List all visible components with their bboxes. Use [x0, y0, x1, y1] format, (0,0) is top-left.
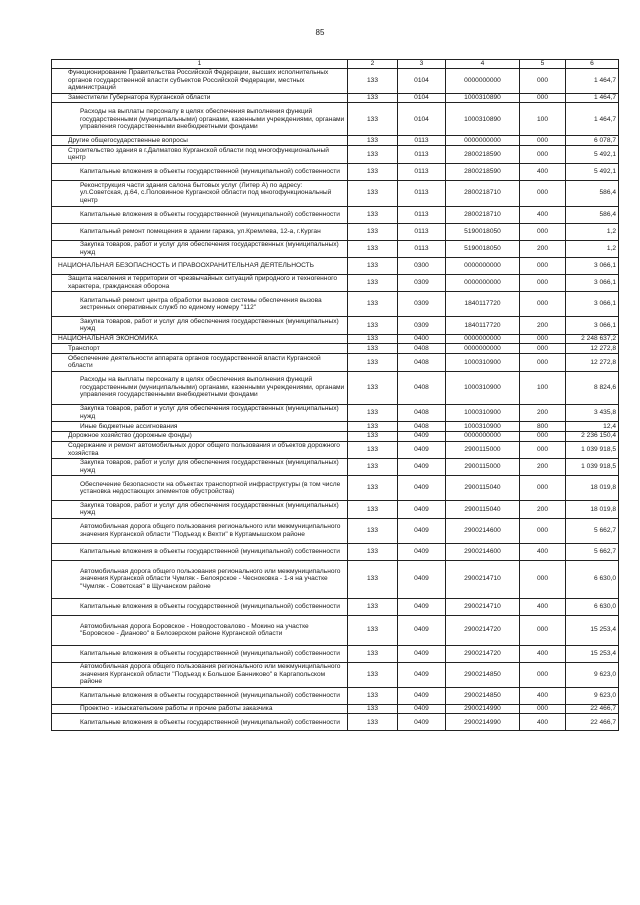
row-amount: 15 253,4: [566, 615, 619, 645]
row-amount: 5 492,1: [566, 146, 619, 163]
row-expense-type: 000: [520, 431, 566, 441]
row-ministry-code: 133: [348, 615, 398, 645]
row-ministry-code: 133: [348, 371, 398, 404]
row-section-code: 0309: [398, 274, 446, 291]
row-target-article: 2900214850: [446, 662, 520, 687]
row-ministry-code: 133: [348, 206, 398, 223]
row-amount: 1 039 918,5: [566, 458, 619, 475]
row-ministry-code: 133: [348, 68, 398, 93]
row-ministry-code: 133: [348, 704, 398, 714]
row-description: Расходы на выплаты персоналу в целях обеспечения выполнения функций государственными (муниципальными) органами, казенными учреждениями, органами управления государственными внебюджетными фондами: [52, 103, 348, 136]
row-ministry-code: 133: [348, 458, 398, 475]
row-expense-type: 400: [520, 598, 566, 615]
row-ministry-code: 133: [348, 501, 398, 518]
row-expense-type: 000: [520, 344, 566, 354]
row-section-code: 0409: [398, 543, 446, 560]
row-amount: 2 248 637,2: [566, 334, 619, 344]
table-row: [52, 458, 619, 475]
row-expense-type: 400: [520, 714, 566, 731]
row-target-article: 2900214990: [446, 714, 520, 731]
row-description: Защита населения и территории от чрезвычайных ситуаций природного и техногенного характера, гражданская оборона: [52, 274, 348, 291]
row-expense-type: 000: [520, 476, 566, 501]
row-expense-type: 000: [520, 68, 566, 93]
row-ministry-code: 133: [348, 180, 398, 206]
row-description: Автомобильная дорога общего пользования регионального или межмуниципального значения Курганской области "Подъезд к Вехти" в Куртамышском районе: [52, 518, 348, 543]
row-amount: 6 630,0: [566, 560, 619, 598]
table-row: [52, 404, 619, 421]
row-ministry-code: 133: [348, 714, 398, 731]
row-ministry-code: 133: [348, 354, 398, 371]
row-section-code: 0409: [398, 560, 446, 598]
row-ministry-code: 133: [348, 257, 398, 274]
row-section-code: 0409: [398, 615, 446, 645]
row-amount: 1,2: [566, 240, 619, 257]
row-description: Автомобильная дорога общего пользования регионального или межмуниципального значения Курганской области "Подъезд к Большое Банниково" в Каргапольском районе: [52, 662, 348, 687]
row-target-article: 2900214600: [446, 543, 520, 560]
row-description: Закупка товаров, работ и услуг для обеспечения государственных (муниципальных) нужд: [52, 458, 348, 475]
row-expense-type: 200: [520, 404, 566, 421]
row-section-code: 0408: [398, 371, 446, 404]
row-expense-type: 200: [520, 458, 566, 475]
row-amount: 3 066,1: [566, 274, 619, 291]
row-ministry-code: 133: [348, 476, 398, 501]
row-description: Обеспечение безопасности на объектах транспортной инфраструктуры (в том числе установка недостающих элементов обустройства): [52, 476, 348, 501]
row-target-article: 2900214850: [446, 687, 520, 704]
row-amount: 8 824,6: [566, 371, 619, 404]
column-number-header-row: [52, 60, 619, 69]
row-ministry-code: 133: [348, 431, 398, 441]
row-section-code: 0409: [398, 458, 446, 475]
row-expense-type: 100: [520, 103, 566, 136]
row-target-article: 5190018050: [446, 240, 520, 257]
row-amount: 12 272,8: [566, 344, 619, 354]
row-ministry-code: 133: [348, 344, 398, 354]
row-expense-type: 400: [520, 206, 566, 223]
table-row: [52, 223, 619, 240]
row-section-code: 0408: [398, 354, 446, 371]
row-section-code: 0409: [398, 714, 446, 731]
row-description: Реконструкция части здания салона бытовых услуг (Литер А) по адресу: ул.Советская, д.64, с.Половинное Курганской области под многофункциональный центр: [52, 180, 348, 206]
table-row: [52, 518, 619, 543]
row-target-article: 1840117720: [446, 292, 520, 317]
row-target-article: 1000310900: [446, 404, 520, 421]
row-ministry-code: 133: [348, 598, 398, 615]
row-target-article: 2800218710: [446, 206, 520, 223]
row-description: Капитальные вложения в объекты государственной (муниципальной) собственности: [52, 163, 348, 180]
row-amount: 1 039 918,5: [566, 441, 619, 458]
table-row: [52, 501, 619, 518]
row-ministry-code: 133: [348, 223, 398, 240]
row-expense-type: 000: [520, 334, 566, 344]
row-description: Закупка товаров, работ и услуг для обеспечения государственных (муниципальных) нужд: [52, 404, 348, 421]
row-expense-type: 000: [520, 93, 566, 103]
table-row: [52, 476, 619, 501]
row-section-code: 0309: [398, 292, 446, 317]
row-amount: 586,4: [566, 180, 619, 206]
row-target-article: 2900214600: [446, 518, 520, 543]
row-ministry-code: 133: [348, 404, 398, 421]
row-ministry-code: 133: [348, 518, 398, 543]
row-amount: 9 623,0: [566, 687, 619, 704]
row-amount: 3 066,1: [566, 292, 619, 317]
row-section-code: 0409: [398, 687, 446, 704]
table-row: [52, 598, 619, 615]
row-description: Содержание и ремонт автомобильных дорог общего пользования и объектов дорожного хозяйства: [52, 441, 348, 458]
row-section-code: 0409: [398, 662, 446, 687]
row-description: Закупка товаров, работ и услуг для обеспечения государственных (муниципальных) нужд: [52, 317, 348, 334]
row-target-article: 2900115000: [446, 441, 520, 458]
table-row: [52, 240, 619, 257]
table-row: [52, 206, 619, 223]
row-ministry-code: 133: [348, 560, 398, 598]
row-expense-type: 000: [520, 223, 566, 240]
column-number-3: 3: [398, 60, 446, 69]
row-section-code: 0300: [398, 257, 446, 274]
row-amount: 2 236 150,4: [566, 431, 619, 441]
row-description: Строительство здания в г.Далматово Курганской области под многофункциональный центр: [52, 146, 348, 163]
row-section-code: 0104: [398, 103, 446, 136]
row-description: Капитальные вложения в объекты государственной (муниципальной) собственности: [52, 645, 348, 662]
row-section-code: 0113: [398, 163, 446, 180]
row-amount: 6 630,0: [566, 598, 619, 615]
row-target-article: 2900214720: [446, 645, 520, 662]
row-target-article: 2900115000: [446, 458, 520, 475]
table-row: [52, 103, 619, 136]
table-row: [52, 662, 619, 687]
row-expense-type: 400: [520, 543, 566, 560]
row-ministry-code: 133: [348, 334, 398, 344]
row-amount: 12,4: [566, 421, 619, 431]
row-target-article: 0000000000: [446, 344, 520, 354]
row-target-article: 2900214710: [446, 560, 520, 598]
row-target-article: 2800218590: [446, 163, 520, 180]
row-expense-type: 000: [520, 354, 566, 371]
row-expense-type: 000: [520, 180, 566, 206]
row-amount: 1 464,7: [566, 68, 619, 93]
table-row: [52, 344, 619, 354]
row-section-code: 0113: [398, 136, 446, 146]
row-section-code: 0113: [398, 146, 446, 163]
row-amount: 18 019,8: [566, 501, 619, 518]
row-description: НАЦИОНАЛЬНАЯ ЭКОНОМИКА: [52, 334, 348, 344]
row-target-article: 0000000000: [446, 136, 520, 146]
budget-table-body: [52, 60, 619, 731]
column-number-2: 2: [348, 60, 398, 69]
row-ministry-code: 133: [348, 317, 398, 334]
table-row: [52, 317, 619, 334]
row-ministry-code: 133: [348, 441, 398, 458]
row-amount: 1 464,7: [566, 93, 619, 103]
row-description: Транспорт: [52, 344, 348, 354]
row-target-article: 0000000000: [446, 257, 520, 274]
column-number-4: 4: [446, 60, 520, 69]
row-description: Расходы на выплаты персоналу в целях обеспечения выполнения функций государственными (муниципальными) органами, казенными учреждениями, органами управления государственными внебюджетными фондами: [52, 371, 348, 404]
row-target-article: 2900115040: [446, 501, 520, 518]
row-target-article: 1000310900: [446, 371, 520, 404]
row-target-article: 0000000000: [446, 431, 520, 441]
row-ministry-code: 133: [348, 645, 398, 662]
table-row: [52, 257, 619, 274]
row-ministry-code: 133: [348, 146, 398, 163]
row-amount: 9 623,0: [566, 662, 619, 687]
row-description: Капитальный ремонт центра обработки вызовов системы обеспечения вызова экстренных оперативных служб по единому номеру "112": [52, 292, 348, 317]
table-row: [52, 354, 619, 371]
row-section-code: 0408: [398, 344, 446, 354]
row-section-code: 0104: [398, 68, 446, 93]
row-target-article: 1000310890: [446, 93, 520, 103]
row-description: Проектно - изыскательские работы и прочие работы заказчика: [52, 704, 348, 714]
row-section-code: 0409: [398, 645, 446, 662]
row-expense-type: 400: [520, 687, 566, 704]
row-target-article: 0000000000: [446, 68, 520, 93]
table-row: [52, 543, 619, 560]
table-row: [52, 431, 619, 441]
row-description: Капитальный ремонт помещения в здании гаража, ул.Кремлева, 12-а, г.Курган: [52, 223, 348, 240]
row-expense-type: 400: [520, 645, 566, 662]
table-row: [52, 68, 619, 93]
row-amount: 5 492,1: [566, 163, 619, 180]
table-row: [52, 704, 619, 714]
row-ministry-code: 133: [348, 240, 398, 257]
table-row: [52, 163, 619, 180]
row-target-article: 1000310890: [446, 103, 520, 136]
row-expense-type: 200: [520, 501, 566, 518]
row-expense-type: 100: [520, 371, 566, 404]
row-section-code: 0409: [398, 518, 446, 543]
row-target-article: 2900214990: [446, 704, 520, 714]
table-row: [52, 292, 619, 317]
row-description: Иные бюджетные ассигнования: [52, 421, 348, 431]
row-expense-type: 000: [520, 662, 566, 687]
row-section-code: 0309: [398, 317, 446, 334]
row-amount: 22 466,7: [566, 704, 619, 714]
row-target-article: 2900214720: [446, 615, 520, 645]
row-description: Дорожное хозяйство (дорожные фонды): [52, 431, 348, 441]
row-description: Обеспечение деятельности аппарата органов государственной власти Курганской области: [52, 354, 348, 371]
table-row: [52, 560, 619, 598]
row-description: Функционирование Правительства Российской Федерации, высших исполнительных органов государственной власти субъектов Российской Федерации, местных администраций: [52, 68, 348, 93]
row-amount: 12 272,8: [566, 354, 619, 371]
row-description: Заместители Губернатора Курганской области: [52, 93, 348, 103]
row-target-article: 2900214710: [446, 598, 520, 615]
row-section-code: 0113: [398, 206, 446, 223]
table-row: [52, 136, 619, 146]
row-section-code: 0409: [398, 476, 446, 501]
row-section-code: 0409: [398, 704, 446, 714]
row-expense-type: 000: [520, 292, 566, 317]
row-expense-type: 000: [520, 274, 566, 291]
row-expense-type: 400: [520, 163, 566, 180]
row-amount: 3 066,1: [566, 257, 619, 274]
column-number-5: 5: [520, 60, 566, 69]
table-row: [52, 334, 619, 344]
row-expense-type: 000: [520, 704, 566, 714]
row-target-article: 1840117720: [446, 317, 520, 334]
row-amount: 6 078,7: [566, 136, 619, 146]
row-section-code: 0409: [398, 501, 446, 518]
row-amount: 5 662,7: [566, 518, 619, 543]
row-section-code: 0400: [398, 334, 446, 344]
column-number-1: 1: [52, 60, 348, 69]
row-target-article: 1000310900: [446, 354, 520, 371]
row-ministry-code: 133: [348, 136, 398, 146]
row-amount: 586,4: [566, 206, 619, 223]
row-description: Капитальные вложения в объекты государственной (муниципальной) собственности: [52, 598, 348, 615]
row-description: Другие общегосударственные вопросы: [52, 136, 348, 146]
row-description: Капитальные вложения в объекты государственной (муниципальной) собственности: [52, 543, 348, 560]
row-section-code: 0113: [398, 180, 446, 206]
row-description: Закупка товаров, работ и услуг для обеспечения государственных (муниципальных) нужд: [52, 240, 348, 257]
row-expense-type: 800: [520, 421, 566, 431]
row-target-article: 2800218590: [446, 146, 520, 163]
row-section-code: 0104: [398, 93, 446, 103]
row-target-article: 0000000000: [446, 274, 520, 291]
table-row: [52, 687, 619, 704]
column-number-6: 6: [566, 60, 619, 69]
row-expense-type: 000: [520, 615, 566, 645]
row-section-code: 0409: [398, 431, 446, 441]
table-row: [52, 180, 619, 206]
row-ministry-code: 133: [348, 662, 398, 687]
table-row: [52, 371, 619, 404]
row-amount: 3 066,1: [566, 317, 619, 334]
row-ministry-code: 133: [348, 274, 398, 291]
table-row: [52, 93, 619, 103]
row-expense-type: 200: [520, 240, 566, 257]
row-description: Автомобильная дорога общего пользования регионального или межмуниципального значения Курганской области Чумляк - Белоярское - Чесноковка - 1-я на участке "Чумляк - Советская" в Щучанском районе: [52, 560, 348, 598]
row-amount: 1 464,7: [566, 103, 619, 136]
row-description: Капитальные вложения в объекты государственной (муниципальной) собственности: [52, 714, 348, 731]
row-section-code: 0408: [398, 404, 446, 421]
row-target-article: 5190018050: [446, 223, 520, 240]
row-expense-type: 000: [520, 560, 566, 598]
row-expense-type: 200: [520, 317, 566, 334]
row-expense-type: 000: [520, 441, 566, 458]
page-number: 85: [315, 28, 325, 37]
row-expense-type: 000: [520, 518, 566, 543]
row-description: Капитальные вложения в объекты государственной (муниципальной) собственности: [52, 687, 348, 704]
table-row: [52, 421, 619, 431]
row-amount: 18 019,8: [566, 476, 619, 501]
row-target-article: 2900115040: [446, 476, 520, 501]
row-ministry-code: 133: [348, 93, 398, 103]
row-amount: 3 435,8: [566, 404, 619, 421]
row-ministry-code: 133: [348, 421, 398, 431]
table-row: [52, 274, 619, 291]
row-section-code: 0409: [398, 441, 446, 458]
row-description: Закупка товаров, работ и услуг для обеспечения государственных (муниципальных) нужд: [52, 501, 348, 518]
row-ministry-code: 133: [348, 163, 398, 180]
row-amount: 15 253,4: [566, 645, 619, 662]
row-ministry-code: 133: [348, 687, 398, 704]
row-target-article: 1000310900: [446, 421, 520, 431]
table-row: [52, 441, 619, 458]
row-expense-type: 000: [520, 146, 566, 163]
row-ministry-code: 133: [348, 543, 398, 560]
budget-table: [51, 59, 619, 731]
table-row: [52, 645, 619, 662]
row-expense-type: 000: [520, 136, 566, 146]
row-section-code: 0113: [398, 240, 446, 257]
row-ministry-code: 133: [348, 292, 398, 317]
row-target-article: 2800218710: [446, 180, 520, 206]
row-amount: 1,2: [566, 223, 619, 240]
table-row: [52, 615, 619, 645]
row-expense-type: 000: [520, 257, 566, 274]
table-row: [52, 714, 619, 731]
table-row: [52, 146, 619, 163]
row-description: НАЦИОНАЛЬНАЯ БЕЗОПАСНОСТЬ И ПРАВООХРАНИТЕЛЬНАЯ ДЕЯТЕЛЬНОСТЬ: [52, 257, 348, 274]
row-ministry-code: 133: [348, 103, 398, 136]
row-section-code: 0408: [398, 421, 446, 431]
row-amount: 5 662,7: [566, 543, 619, 560]
row-amount: 22 466,7: [566, 714, 619, 731]
row-target-article: 0000000000: [446, 334, 520, 344]
row-description: Капитальные вложения в объекты государственной (муниципальной) собственности: [52, 206, 348, 223]
row-section-code: 0113: [398, 223, 446, 240]
row-section-code: 0409: [398, 598, 446, 615]
row-description: Автомобильная дорога Боровское - Новодостовалово - Мокино на участке "Боровское - Дианово" в Белозерском районе Курганской области: [52, 615, 348, 645]
